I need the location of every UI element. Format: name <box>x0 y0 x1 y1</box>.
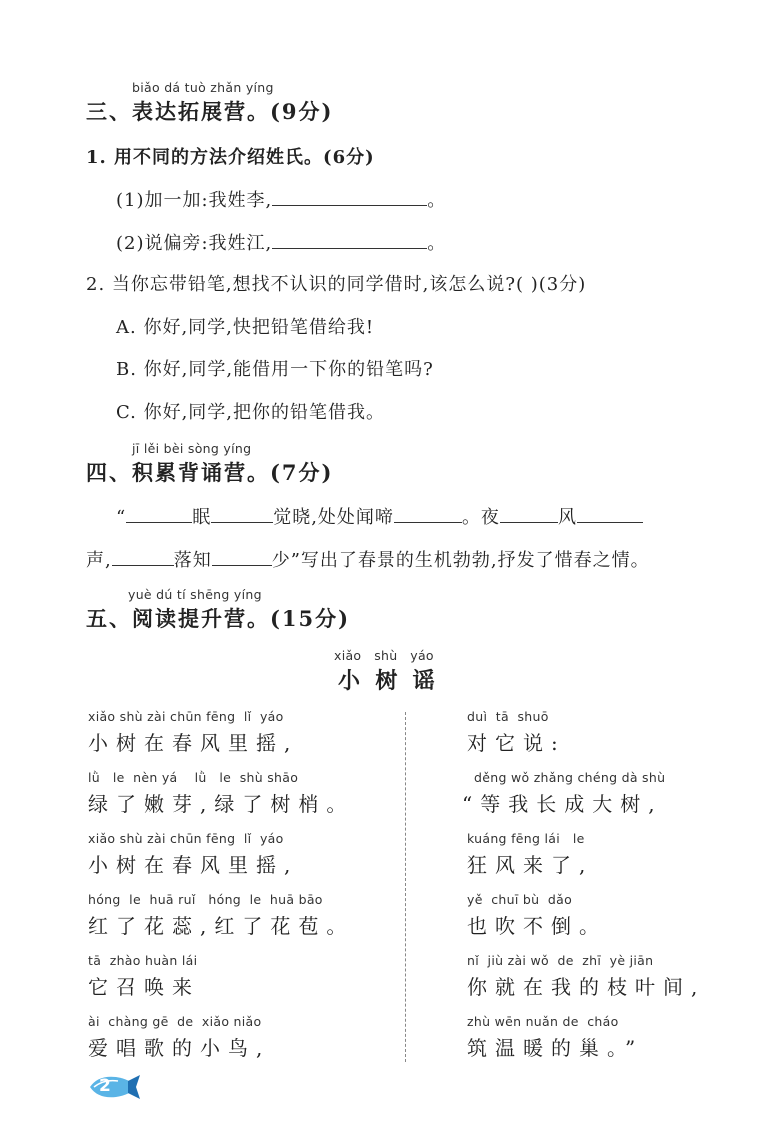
left-py-3: xiǎo shù zài chūn fēng lǐ yáo <box>88 831 284 846</box>
sec4-title: 四、积累背诵营。(7分) <box>86 460 334 485</box>
option-b: B. 你好,同学,能借用一下你的铅笔吗? <box>116 359 434 380</box>
left-py-1: xiǎo shù zài chūn fēng lǐ yáo <box>88 709 284 724</box>
poem-title: 小 树 谣 <box>338 668 435 694</box>
left-line-6: 爱唱歌的小鸟, <box>88 1036 271 1060</box>
left-py-6: ài chàng gē de xiǎo niǎo <box>88 1014 262 1029</box>
left-line-1: 小树在春风里摇, <box>88 731 299 755</box>
right-line-6: 筑温暖的巢。” <box>467 1036 644 1060</box>
left-line-3: 小树在春风里摇, <box>88 853 299 877</box>
blank-2[interactable] <box>211 504 273 523</box>
right-line-5: 你就在我的枝叶间, <box>467 975 706 999</box>
page-number-badge <box>84 1073 142 1101</box>
poem-title-pinyin: xiǎo shù yáo <box>334 648 434 663</box>
q1a-row <box>116 186 446 212</box>
text-sheng: 声, <box>86 550 112 571</box>
blank-7[interactable] <box>212 547 272 566</box>
right-py-2: děng wǒ zhǎng chéng dà shù <box>474 770 666 785</box>
text-feng: 风 <box>557 507 577 528</box>
right-line-2: “等我长成大树, <box>462 792 663 816</box>
right-line-1: 对它说: <box>467 731 566 755</box>
poem-fill-line1 <box>116 503 643 529</box>
right-py-4: yě chuī bù dǎo <box>467 892 573 907</box>
poem-fill-line2 <box>86 546 650 572</box>
left-py-2: lǜ le nèn yá lǜ le shù shāo <box>88 770 299 785</box>
sec3-title: 三、表达拓展营。(9分) <box>86 99 334 124</box>
column-divider <box>405 712 406 1062</box>
right-py-5: nǐ jiù zài wǒ de zhī yè jiān <box>467 953 654 968</box>
q1a-blank[interactable] <box>272 187 427 206</box>
q1b-label: (2)说偏旁:我姓江, <box>116 233 273 254</box>
fish-badge-icon <box>84 1073 142 1101</box>
q1b-row <box>116 229 446 255</box>
right-py-1: duì tā shuō <box>467 709 549 724</box>
right-py-3: kuáng fēng lái le <box>467 831 585 846</box>
left-line-2: 绿了嫩芽,绿了树梢。 <box>88 792 355 816</box>
q1b-end: 。 <box>427 233 447 254</box>
option-c: C. 你好,同学,把你的铅笔借我。 <box>116 402 386 423</box>
text-ye: 。夜 <box>461 507 500 528</box>
sec4-pinyin: jī lěi bèi sòng yíng <box>132 441 252 456</box>
right-line-3: 狂风来了, <box>467 853 594 877</box>
left-py-4: hóng le huā ruǐ hóng le huā bāo <box>88 892 323 907</box>
q1b-blank[interactable] <box>272 230 427 249</box>
text-luozhi: 落知 <box>173 550 212 571</box>
left-py-5: tā zhào huàn lái <box>88 953 198 968</box>
q1a-end: 。 <box>427 190 447 211</box>
sec3-pinyin: biǎo dá tuò zhǎn yíng <box>132 80 274 95</box>
q2-text: 2. 当你忘带铅笔,想找不认识的同学借时,该怎么说?( )(3分) <box>86 274 587 295</box>
text-jiaoxiao: 觉晓,处处闻啼 <box>273 507 394 528</box>
open-quote: “ <box>116 507 127 528</box>
text-shao: 少”写出了春景的生机勃勃,抒发了惜春之情。 <box>271 550 650 571</box>
left-line-5: 它召唤来 <box>88 975 200 999</box>
page-number: 2 <box>99 1076 111 1096</box>
blank-6[interactable] <box>112 547 174 566</box>
sec5-title: 五、阅读提升营。(15分) <box>86 606 351 631</box>
right-py-6: zhù wēn nuǎn de cháo <box>467 1014 619 1029</box>
right-line-4: 也吹不倒。 <box>467 914 607 938</box>
sec5-pinyin: yuè dú tí shēng yíng <box>128 587 262 602</box>
blank-5[interactable] <box>577 504 643 523</box>
text-mian: 眠 <box>192 507 212 528</box>
blank-1[interactable] <box>126 504 192 523</box>
left-line-4: 红了花蕊,红了花苞。 <box>88 914 355 938</box>
q1a-label: (1)加一加:我姓李, <box>116 190 273 211</box>
blank-4[interactable] <box>500 504 558 523</box>
blank-3[interactable] <box>394 504 462 523</box>
option-a: A. 你好,同学,快把铅笔借给我! <box>116 317 375 338</box>
q1-text: 1. 用不同的方法介绍姓氏。(6分) <box>86 147 375 168</box>
